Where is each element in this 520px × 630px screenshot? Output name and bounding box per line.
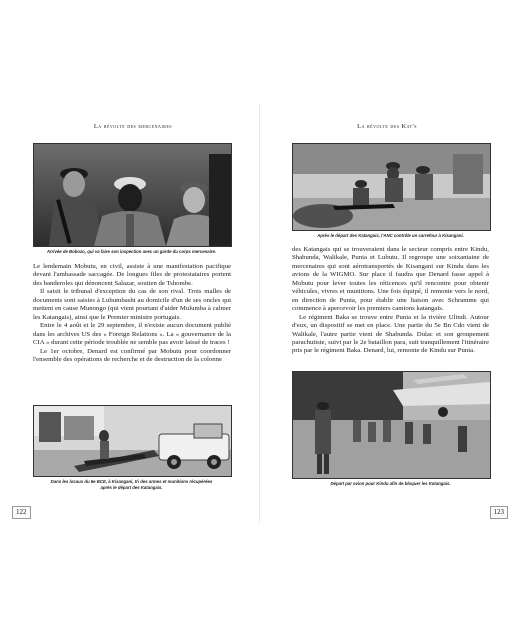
photo-plane-departure xyxy=(292,371,491,479)
photo-caption-bobozo: Arrivée de Bobozo, qui va faire son inspection avec un garde du corps mercenaire. xyxy=(46,249,217,254)
book-gutter xyxy=(259,103,260,523)
photo-crossroads xyxy=(292,143,491,231)
photo-plane-image xyxy=(293,372,490,478)
right-page xyxy=(262,103,512,523)
photo-crossroads-image xyxy=(293,144,490,230)
paragraph: Il saisit le tribunal d'exception du cas de son rival. Trois malles de documents sont saisies à Lubumbashi au domicile d'un de ses oncles qui mettent en cause Munongo (qui vient pourtant d'aider Mulumba à calmer les Katangais), ainsi que le Premier ministre portugais. xyxy=(33,288,231,321)
photo-caption-plane: Départ par avion pour Kindu afin de bloquer les Katangais. xyxy=(330,481,451,486)
running-header-left: La révolte des mercenaires xyxy=(93,123,173,130)
paragraph: Le 1er octobre, Denard est confirmé par Mobutu pour coordonner l'ensemble des opérations de recherche et de destruction de la colonne xyxy=(33,347,231,363)
running-header-right: La révolte des Kat's xyxy=(357,123,417,130)
photo-bobozo-image xyxy=(34,144,231,246)
left-page xyxy=(8,103,258,523)
photo-bobozo-arrival xyxy=(33,143,232,247)
page-number-right: 123 xyxy=(490,506,509,519)
photo-caption-crossroads: Après le départ des Katangais, l'ANC contrôle un carrefour à Kisangani. xyxy=(317,233,464,238)
photo-caption-weapons: Dans les locaux du 6e BCE, à Kisangani, tri des armes et munitions récupérées après le départ des Katangais. xyxy=(50,479,213,490)
photo-weapons-image xyxy=(34,406,231,476)
right-body-text xyxy=(292,246,489,356)
paragraph: Le régiment Baka se trouve entre Punia et la rivière Ulindi. Autour d'eux, un dispositif se met en place. Une partie du 5e Bn Cdo vient de Walikale, l'autre partie vient de Shabunda. Dulac et son groupement parachutiste, suivi par le 2e bataillon para, suit tranquillement l'itinéraire pris par le régiment Baka. Denard, lui, remonte de Kindu sur Punia. xyxy=(292,313,489,355)
left-body-text xyxy=(33,263,231,364)
paragraph: Le lendemain Mobutu, en civil, assiste à une manifestation pacifique devant l'ambassade saccagée. De longues files de protestataires portent des banderoles qui dénoncent Salazar, soutien de Tshombe. xyxy=(33,263,231,287)
paragraph: Entre le 4 août et le 29 septembre, il n'existe aucun document publié dans les archives US des « Foreign Relations ». La « gouvernance de la CIA » durant cette période troublée ne semble pas avoir laissé de traces ! xyxy=(33,322,231,347)
paragraph: des Katangais qui se trouveraient dans le secteur compris entre Kindu, Shabunda, Walikale, Punia et Lubutu. Il regroupe une soixantaine de mercenaires qui sont aérotransportés de Kisangani sur Kindu dans les avions de la WIGMO. Sur place il faudra que Denard fasse appel à Mobutu pour lever toutes les réticences qu'il rencontre pour obtenir véhicules, vivres et munitions. Une fois équipé, il remonte vers le nord, en direction de Punia, pour établir une liaison avec Schramme qui commence à apercevoir les premiers camions katangais. xyxy=(292,246,489,313)
photo-weapons-sorting xyxy=(33,405,232,477)
page-number-left: 122 xyxy=(12,506,31,519)
